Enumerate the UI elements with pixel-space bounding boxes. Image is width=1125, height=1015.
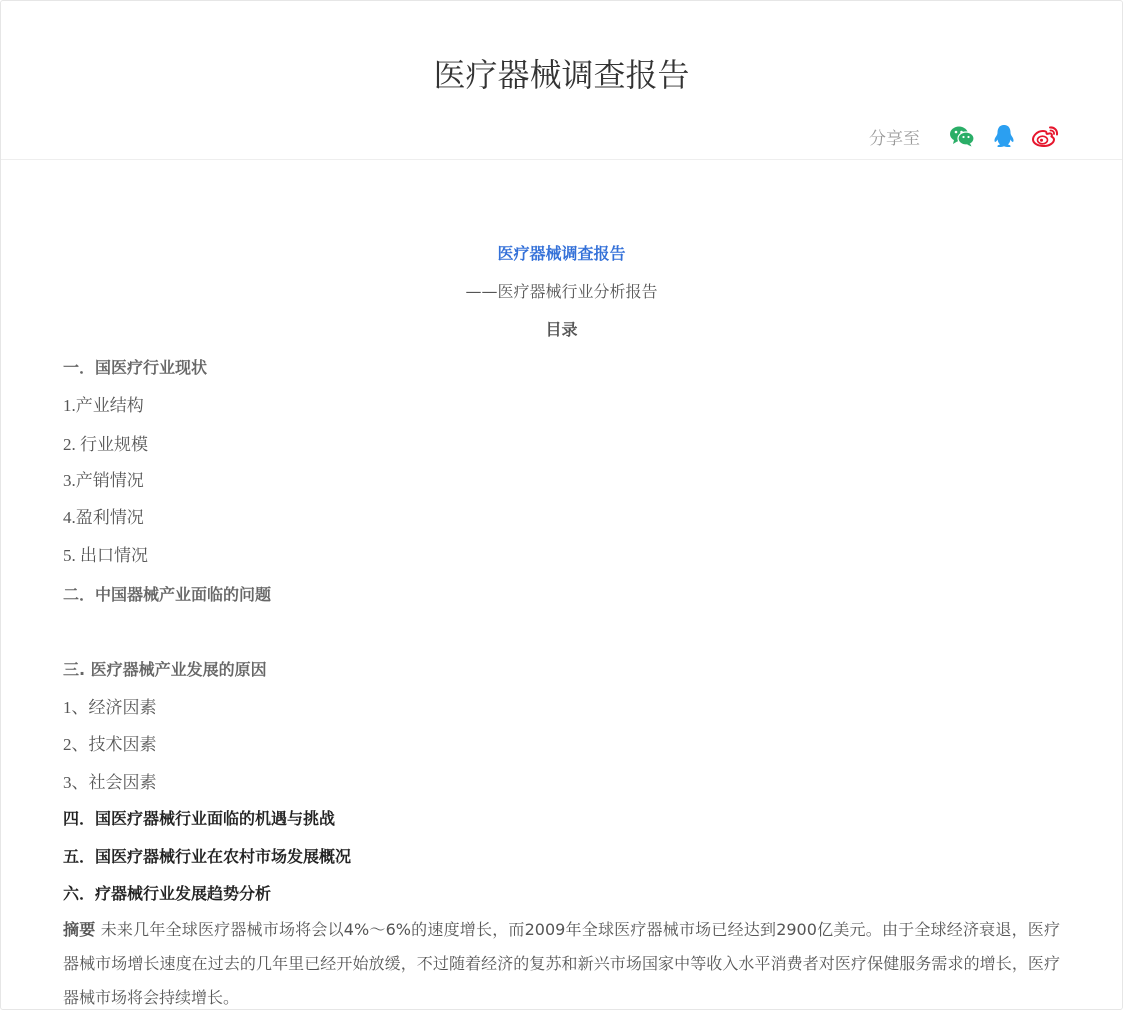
share-wechat-button[interactable] bbox=[948, 122, 976, 150]
abstract-label: 摘要 bbox=[63, 920, 96, 939]
share-weibo-button[interactable] bbox=[1032, 122, 1060, 150]
toc-item-profit: 4.盈利情况 bbox=[63, 508, 144, 527]
toc-title: 目录 bbox=[545, 320, 578, 339]
doc-title: 医疗器械调查报告 bbox=[497, 244, 626, 263]
share-label: 分享至 bbox=[869, 128, 920, 149]
toc-section-5: 五．国医疗器械行业在农村市场发展概况 bbox=[63, 847, 352, 866]
toc-section-1: 一．国医疗行业现状 bbox=[63, 358, 208, 377]
page-header bbox=[1, 1, 1122, 160]
abstract-text: 未来几年全球医疗器械市场将会以4%～6%的速度增长，而2009年全球医疗器械市场已经达到2900亿美元。由于全球经济衰退，医疗器械市场增长速度在过去的几年里已经开始放缓，不过随着经济的复苏和新兴市场国家中等收入水平消费者对医疗保健服务需求的增长，医疗器械市场将会持续增长。 bbox=[63, 920, 1060, 1007]
toc-item-export: 5. 出口情况 bbox=[63, 546, 148, 565]
doc-subtitle: ——医疗器械行业分析报告 bbox=[465, 282, 658, 301]
article-body bbox=[1, 160, 1122, 1015]
toc-section-4: 四．国医疗器械行业面临的机遇与挑战 bbox=[63, 809, 336, 828]
toc-item-economic: 1、经济因素 bbox=[63, 698, 157, 717]
qq-icon bbox=[993, 124, 1015, 148]
toc-item-technical: 2、技术因素 bbox=[63, 735, 157, 754]
share-qq-button[interactable] bbox=[990, 122, 1018, 150]
toc-item-industry-scale: 2. 行业规模 bbox=[63, 435, 148, 454]
toc-section-2: 二．中国器械产业面临的问题 bbox=[63, 585, 272, 604]
toc-item-production-sales: 3.产销情况 bbox=[63, 471, 144, 490]
toc-section-6: 六．疗器械行业发展趋势分析 bbox=[63, 884, 272, 903]
page-title: 医疗器械调查报告 bbox=[433, 56, 690, 94]
toc-item-social: 3、社会因素 bbox=[63, 773, 157, 792]
toc-item-industry-structure: 1.产业结构 bbox=[63, 396, 144, 415]
share-bar bbox=[869, 121, 1060, 151]
weibo-icon bbox=[1032, 124, 1060, 148]
wechat-icon bbox=[949, 125, 975, 147]
toc-section-3: 三. 医疗器械产业发展的原因 bbox=[63, 660, 267, 679]
